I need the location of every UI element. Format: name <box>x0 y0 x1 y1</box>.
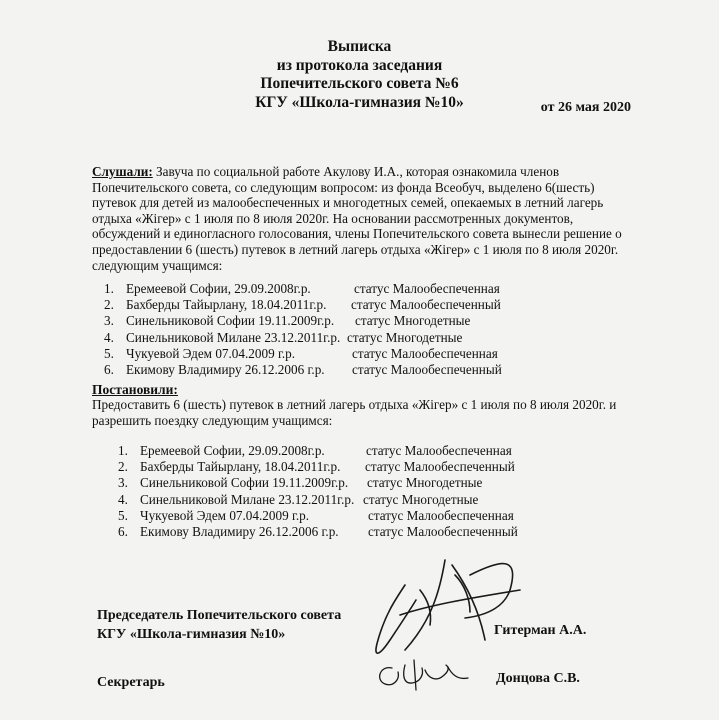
header-subtitle: из протокола заседания <box>276 56 443 74</box>
secretary-signature-icon <box>380 660 468 690</box>
chairman-title: Председатель Попечительского совета КГУ «Школа-гимназия №10» <box>97 608 342 642</box>
chairman-name: Гитерман А.А. <box>494 623 587 638</box>
document-date: от 26 мая 2020 <box>540 100 631 115</box>
decided-line: разрешить поездку следующим учащимся: <box>92 412 333 428</box>
header-council: Попечительского совета №6 <box>260 75 459 92</box>
listened-line: Попечительского совета, со следующим вопросом: из фонда Всеобуч, выделено 6(шесть) <box>92 179 595 195</box>
listened-paragraph <box>92 164 652 273</box>
listened-line: отдыха «Жігер» с 1 июля по 8 июля 2020г. На основании рассмотренных документов, <box>92 210 574 226</box>
chairman-signature-icon <box>376 560 520 653</box>
listened-line: предоставлении 6 (шесть) путевок в летний лагерь отдыха «Жігер» с 1 июля по 8 июля 2020г. <box>92 241 619 257</box>
listened-line: следующим учащимся: <box>92 257 223 273</box>
decided-line: Предоставить 6 (шесть) путевок в летний лагерь отдыха «Жігер» с 1 июля по 8 июля 2020г. и <box>92 397 617 412</box>
listened-line: путевок для детей из малообеспеченных и многодетных семей, опекаемых в летний лагерь <box>92 195 604 211</box>
secretary-title: Секретарь <box>97 675 165 690</box>
header-school: КГУ «Школа-гимназия №10» <box>255 93 464 111</box>
secretary-name: Донцова С.В. <box>496 671 580 686</box>
header-title: Выписка <box>327 38 392 55</box>
decided-label: Постановили: <box>92 382 178 397</box>
decided-paragraph <box>92 397 652 428</box>
listened-label: Слушали: <box>92 164 153 179</box>
document-page: Выписка из протокола заседания Попечительского совета №6 КГУ «Школа-гимназия №10» от 26 мая 2020 Слушали: Завуча по социальной работе Акулову И.А., которая ознакомила членов Попечительского совета, со следующим вопросом: из фонда Всеобуч, выделено 6(шесть) путевок для детей из малообеспеченных и многодетных семей, опекаемых в летний лагерь отдыха «Жігер» с 1 июля по 8 июля 2020г. На основании рассмотренных документов, обсуждений и единогласного голосования, члены Попечительского совета вынесли решение о предоставлении 6 (шесть) путевок в летний лагерь отдыха «Жігер» с 1 июля по 8 июля 2020г. следующим учащимся: 1. Еремеевой Софии, 29.09.2008г.р. статус Малообеспеченная 2. Бахберды Тайырлану, 18.04.2011г.р. статус Малообеспеченный 3. Синельниковой Софии 19.11.2009г.р. статус Многодетные 4. Синельниковой Милане 23.12.2011г.р. статус Многодетные 5. Чукуевой Эдем 07.04.2009 г.р. статус Малообеспеченная 6. Екимову Владимиру 26.12.2006 г.р. статус Малообеспеченный Постановили: Предоставить 6 (шесть) путевок в летний лагерь отдыха «Жігер» с 1 июля по 8 июля 2020г. и разрешить поездку следующим учащимся: 1. Еремеевой Софии, 29.09.2008г.р. статус Малообеспеченная 2. Бахберды Тайырлану, 18.04.2011г.р. статус Малообеспеченный 3. Синельниковой Софии 19.11.2009г.р. статус Многодетные 4. Синельниковой Милане 23.12.2011г.р. статус Многодетные 5. Чукуевой Эдем 07.04.2009 г.р. статус Малообеспеченная 6. Екимову Владимиру 26.12.2006 г.р. статус Малообеспеченный Председатель Попечительского совета КГУ «Школа-гимназия №10» Гитерман А.А. Секретарь Донцова С.В. <box>0 0 719 720</box>
listened-line: обсуждений и единогласного голосования, члены Попечительского совета вынесли решение о <box>92 226 622 242</box>
listened-line: Слушали: Завуча по социальной работе Акулову И.А., которая ознакомила членов <box>92 164 560 179</box>
